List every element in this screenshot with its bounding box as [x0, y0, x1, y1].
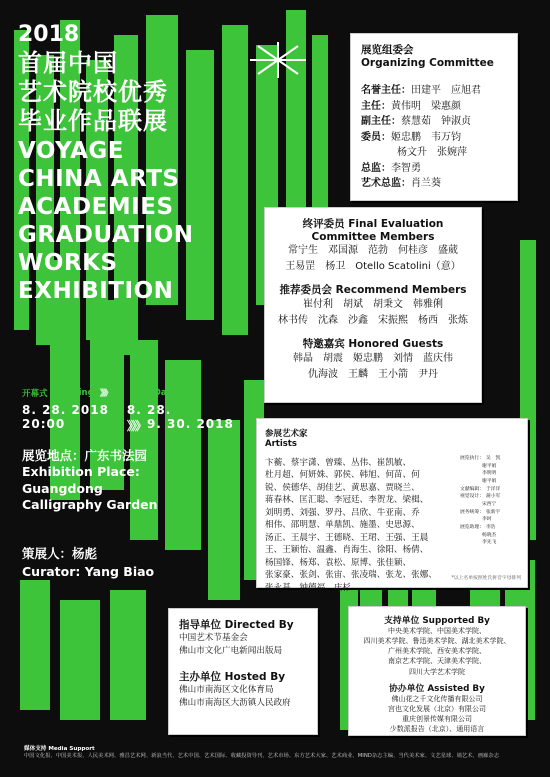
committee-row: 主任：黄伟明 梁惠颜	[361, 100, 461, 112]
committee-row: 名誉主任：田建平 应旭君	[361, 85, 481, 96]
title-en-line: ACADEMIES	[18, 193, 174, 220]
committee-row: 杨文升 张婉萍	[397, 147, 467, 158]
title-cn-line1: 首届中国	[18, 48, 118, 77]
title-en-line: GRADUATION	[18, 221, 194, 248]
supported-heading: 支持单位 Supported By	[384, 616, 490, 626]
title-en-line: CHINA ARTS	[18, 165, 180, 192]
venue-cn-label: 展览地点：	[22, 448, 85, 463]
staff-list: 展览执行： 吴 凯 谢平娟 李明明 谢平娟 文献编辑： 于洋洋 视觉设计： 蒲小军 宋西宁 展务统筹： 张新宇 李珂 展览助理： 李浩 杨晓杰 李先飞	[459, 456, 501, 546]
directed-line1: 中国艺术节基金会	[179, 633, 248, 643]
supported-line: 四川大学艺术学院	[409, 667, 465, 676]
recommend-heading: 推荐委员会 Recommend Members	[279, 284, 467, 296]
supported-line: 中央美术学院、中国美术学院、	[388, 627, 486, 635]
venue-en-line3: Calligraphy Garden	[22, 496, 158, 512]
directed-hosted-panel	[168, 608, 318, 735]
artists-list: 卞蘅、蔡宇潇、曾臻、丛伟、崔凯敏、 杜月超、何妍姝、郭侯、韩旭、何苗、何 锐、侯德华、胡佳艺、黄思嘉、贾晓兰、 蒋春林、匡汇聪、李冠廷、李贺龙、梁楫、 刘明勇、刘强、罗丹、吕欣、牛亚南、乔 相伟、邵明慧、单鼎凯、施墨、史思源、 汤正、王晨宇、王德晓、王珺、王强、王晨 王、王颖怡、温鑫、肖海生、徐阳、杨倩、 杨国锋、杨郑、袁松、原博、张佳颖、 张家豪、张剑、张宙、张凌瑞、张龙、张娜、 张永基、钟德福、庄杉	[265, 458, 437, 593]
assisted-line: 佛山花之千文化传播有限公司	[391, 694, 483, 703]
opening-time: 20:00	[22, 417, 66, 431]
opening-info	[22, 387, 234, 434]
committee-row: 艺术总监：肖兰葵	[361, 178, 441, 189]
title-year: 2018	[18, 22, 80, 47]
venue-en-line1: Exhibition Place:	[22, 464, 140, 480]
guests-line2: 仇海波 王麟 王小箭 尹丹	[308, 368, 438, 380]
title-cn-line2: 艺术院校优秀	[18, 78, 168, 107]
arrow-icon: 》》》	[126, 419, 145, 433]
assisted-heading: 协办单位 Assisted By	[389, 683, 485, 694]
directed-line2: 佛山市文化广电新闻出版局	[179, 646, 283, 657]
media-label: 媒体支持 Media Support	[24, 746, 95, 752]
committee-heading-en: Organizing Committee	[361, 57, 494, 69]
dates-start: 8. 28.	[126, 403, 172, 417]
dates-end: 9. 30. 2018	[146, 417, 234, 431]
media-text: 中国文化报、中国美术报、人民美术网、雅昌艺术网、新浪当代、艺术中国、艺术国际、收藏投资导刊、艺术市场、东方艺术大家、艺术商业、MIND杂志主编、当代美术家、文艺星球、墙艺术、画廊杂志	[24, 753, 500, 760]
committee-heading-cn: 展览组委会	[361, 44, 414, 56]
supported-panel	[348, 606, 526, 736]
curator-info	[22, 545, 154, 580]
opening-label-en: Opening	[53, 388, 94, 398]
dates-label-cn: 展期	[130, 389, 148, 399]
curator-cn: 策展人：杨彪	[22, 546, 98, 561]
guests-heading: 特邀嘉宾 Honored Guests	[302, 338, 444, 350]
artists-heading-en: Artists	[265, 439, 297, 449]
organizing-committee-panel	[350, 33, 518, 201]
supported-line: 南京艺术学院、天津美术学院、	[388, 657, 486, 666]
assisted-line: 重庆创景传媒有限公司	[402, 714, 472, 723]
title-cn-line3: 毕业作品联展	[18, 107, 168, 136]
supported-line: 广州美术学院、西安美术学院、	[388, 647, 486, 656]
final-eval-heading: 终评委员 Final Evaluation	[302, 218, 444, 230]
media-support	[24, 745, 534, 761]
arrow-icon: 》》》	[99, 389, 111, 399]
assisted-line: 宫也文化发展（北京）有限公司	[388, 704, 486, 713]
supported-line: 四川美术学院、鲁迅美术学院、湖北美术学院、	[363, 637, 511, 646]
hosted-line1: 佛山市南海区文化体育局	[179, 684, 274, 695]
title-en-line: VOYAGE	[18, 137, 124, 164]
final-eval-line1: 常宁生 邓国源 范勃 何桂彦 盛葳	[288, 245, 458, 256]
committee-row: 总监：李智勇	[361, 162, 421, 174]
venue-cn-value: 广东书法园	[84, 448, 148, 463]
artists-panel	[256, 418, 528, 593]
artists-heading-cn: 参展艺术家	[265, 429, 308, 439]
committee-row: 副主任：蔡慧茹 钟淑贞	[361, 116, 471, 127]
guests-line1: 韩晶 胡震 姬忠鹏 刘情 蓝庆伟	[293, 353, 453, 364]
dates-label-en: Date	[153, 388, 177, 398]
opening-date: 8. 28. 2018	[22, 403, 109, 417]
artists-note: *以上名单按照姓氏拼音字母排列	[451, 576, 521, 581]
curator-en: Curator: Yang Biao	[22, 563, 155, 579]
opening-label-cn: 开幕式	[22, 389, 48, 399]
title-en-line: EXHIBITION	[18, 277, 174, 304]
venue-info	[22, 448, 158, 513]
venue-en-line2: Guangdong	[22, 480, 103, 496]
final-eval-heading2: Committee Members	[311, 231, 435, 243]
hosted-heading: 主办单位 Hosted By	[179, 670, 286, 683]
final-eval-line2: 王易罡 杨卫 Otello Scatolini（意）	[285, 260, 461, 272]
title-en-line: WORKS	[18, 249, 118, 276]
recommend-line1: 崔付利 胡斌 胡秉文 韩雅俐	[303, 299, 443, 310]
directed-heading: 指导单位 Directed By	[179, 619, 294, 631]
assisted-line: 少数派报告（北京）、通用语言	[389, 725, 485, 734]
evaluation-panel	[264, 207, 482, 403]
committee-row: 委员：姬忠鹏 韦万钧	[361, 131, 461, 143]
recommend-line2: 林书传 沈森 沙鑫 宋振熙 杨西 张炼	[278, 314, 468, 326]
hosted-line2: 佛山市南海区大沥镇人民政府	[179, 697, 291, 708]
